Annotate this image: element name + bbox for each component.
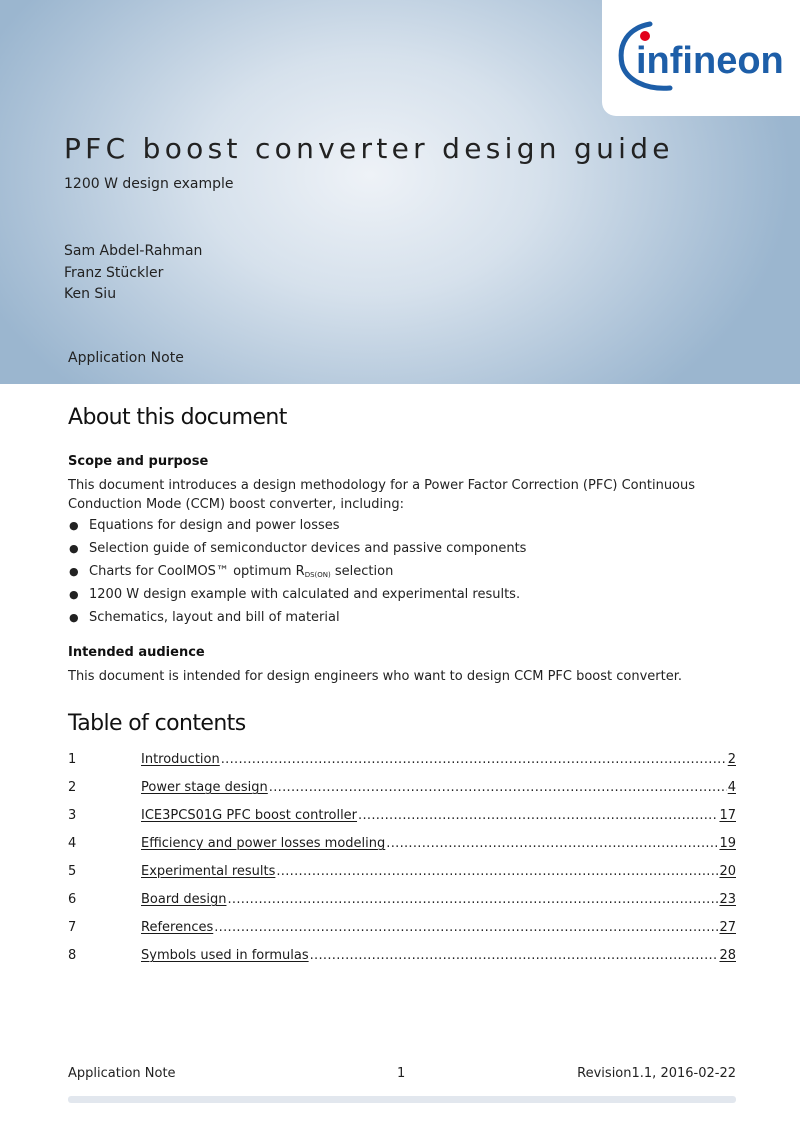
toc-link[interactable]: Experimental results xyxy=(141,864,276,879)
rds-subscript: DS(ON) xyxy=(304,571,331,579)
list-item: ● Selection guide of semiconductor devices and passive components xyxy=(68,539,526,562)
toc-link[interactable]: Symbols used in formulas xyxy=(141,948,309,963)
list-item: ● Charts for CoolMOS™ optimum $R_{DS(ON)}$ selection xyxy=(68,562,526,585)
toc-entry[interactable] xyxy=(68,861,736,889)
list-item: ● Equations for design and power losses xyxy=(68,516,526,539)
dot-leader xyxy=(310,945,719,967)
audience-paragraph: This document is intended for design engineers who want to design CCM PFC boost converter. xyxy=(68,669,683,684)
toc-link[interactable]: Efficiency and power losses modeling xyxy=(141,836,386,851)
dot-leader xyxy=(269,777,727,799)
dot-leader xyxy=(227,889,718,911)
toc-page-number[interactable]: 20 xyxy=(719,864,736,879)
table-of-contents xyxy=(68,749,736,973)
bullet-icon: ● xyxy=(69,588,79,601)
document-subtitle: 1200 W design example xyxy=(64,176,234,192)
toc-entry[interactable] xyxy=(68,945,736,973)
author-name: Ken Siu xyxy=(64,286,117,302)
toc-number: 2 xyxy=(68,780,77,795)
bullet-icon: ● xyxy=(69,611,79,624)
about-heading: About this document xyxy=(68,405,287,430)
bullet-icon: ● xyxy=(69,542,79,555)
toc-link[interactable]: ICE3PCS01G PFC boost controller xyxy=(141,808,358,823)
toc-page-number[interactable]: 23 xyxy=(719,892,736,907)
infineon-logo xyxy=(614,14,790,98)
toc-page-number[interactable]: 27 xyxy=(719,920,736,935)
scope-heading: Scope and purpose xyxy=(68,454,209,469)
toc-page-number[interactable]: 17 xyxy=(719,808,736,823)
footer-page-number: 1 xyxy=(397,1066,406,1081)
author-list xyxy=(64,241,202,306)
toc-entry[interactable] xyxy=(68,917,736,945)
toc-number: 3 xyxy=(68,808,77,823)
toc-entry[interactable] xyxy=(68,749,736,777)
author-name: Sam Abdel-Rahman xyxy=(64,243,203,259)
toc-entry[interactable] xyxy=(68,833,736,861)
footer-doc-type: Application Note xyxy=(68,1066,176,1081)
toc-entry[interactable] xyxy=(68,889,736,917)
logo-wordmark: infineon xyxy=(636,40,784,82)
bullet-icon: ● xyxy=(69,565,79,578)
toc-entry[interactable] xyxy=(68,777,736,805)
scope-paragraph: This document introduces a design methodology for a Power Factor Correction (PFC) Continuous Conduction Mode (CCM) boost converter, including: xyxy=(68,478,696,512)
scope-bullet-list xyxy=(68,516,526,631)
audience-heading: Intended audience xyxy=(68,645,205,660)
toc-entry[interactable] xyxy=(68,805,736,833)
author-name: Franz Stückler xyxy=(64,264,164,281)
dot-leader xyxy=(386,833,718,855)
toc-link[interactable]: Board design xyxy=(141,892,227,907)
toc-number: 8 xyxy=(68,948,77,963)
bullet-icon: ● xyxy=(69,519,79,532)
toc-link[interactable]: Power stage design xyxy=(141,780,268,795)
toc-number: 1 xyxy=(68,752,77,767)
toc-page-number[interactable]: 19 xyxy=(719,836,736,851)
toc-link[interactable]: Introduction xyxy=(141,752,220,767)
page-footer xyxy=(68,1066,736,1086)
logo-container xyxy=(602,0,800,116)
footer-revision: Revision1.1, 2016-02-22 xyxy=(577,1066,736,1081)
document-type: Application Note xyxy=(68,350,184,366)
footer-divider xyxy=(68,1096,736,1103)
toc-number: 7 xyxy=(68,920,77,935)
toc-page-number[interactable]: 28 xyxy=(719,948,736,963)
toc-number: 5 xyxy=(68,864,77,879)
dot-leader xyxy=(221,749,727,771)
toc-link[interactable]: References xyxy=(141,920,214,935)
document-title: PFC boost converter design guide xyxy=(64,132,674,165)
list-item: ● Schematics, layout and bill of material xyxy=(68,608,526,631)
toc-number: 4 xyxy=(68,836,77,851)
dot-leader xyxy=(358,805,718,827)
toc-number: 6 xyxy=(68,892,77,907)
list-item: ● 1200 W design example with calculated and experimental results. xyxy=(68,585,526,608)
toc-page-number[interactable]: 4 xyxy=(727,780,736,795)
dot-leader xyxy=(276,861,718,883)
dot-leader xyxy=(214,917,718,939)
toc-page-number[interactable]: 2 xyxy=(727,752,736,767)
toc-heading: Table of contents xyxy=(68,711,246,736)
